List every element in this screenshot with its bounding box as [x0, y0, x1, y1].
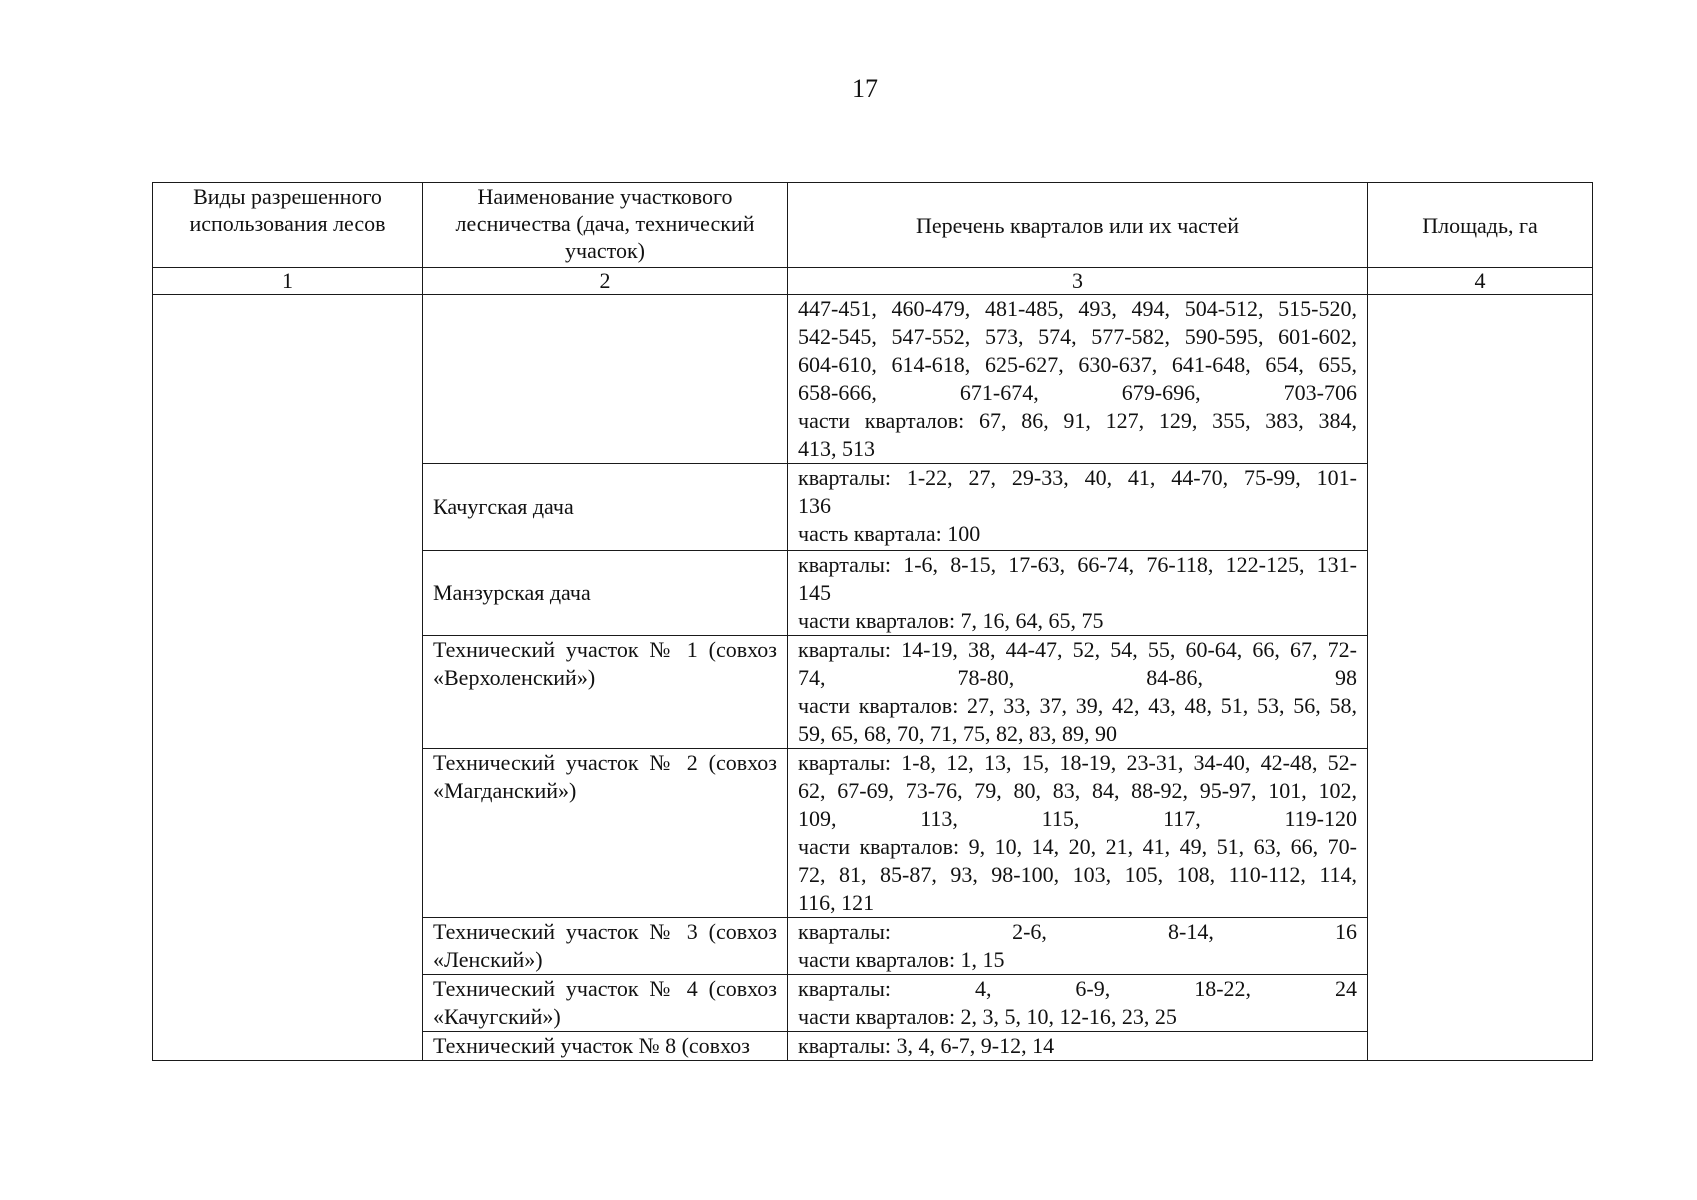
forestry-name-cell: Технический участок № 3 (совхоз «Ленский»)	[423, 918, 788, 975]
quarters-line: 62, 67-69, 73-76, 79, 80, 83, 84, 88-92, 95-97, 101, 102,	[798, 778, 1357, 803]
forestry-name-cell: Технический участок № 4 (совхоз «Качугский»)	[423, 975, 788, 1032]
quarters-line: кварталы: 1-6, 8-15, 17-63, 66-74, 76-118, 122-125, 131-	[798, 552, 1357, 577]
quarters-cell	[788, 749, 1368, 918]
header-forestry-name: Наименование участкового лесничества (дача, технический участок)	[423, 183, 788, 268]
quarters-line: части кварталов: 9, 10, 14, 20, 21, 41, 49, 51, 63, 66, 70-	[798, 834, 1357, 859]
table-header-row	[153, 183, 1593, 268]
column-number: 2	[423, 268, 788, 295]
header-quarters-list: Перечень кварталов или их частей	[788, 183, 1368, 268]
quarters-line: 109, 113, 115, 117, 119-120	[798, 806, 1357, 831]
area-cell	[1368, 295, 1593, 1061]
quarters-line: кварталы: 14-19, 38, 44-47, 52, 54, 55, 60-64, 66, 67, 72-	[798, 637, 1357, 662]
column-number: 3	[788, 268, 1368, 295]
column-number: 4	[1368, 268, 1593, 295]
quarters-line: кварталы: 2-6, 8-14, 16	[798, 919, 1357, 944]
quarters-line: кварталы: 3, 4, 6-7, 9-12, 14	[798, 1033, 1055, 1058]
quarters-line: 116, 121	[798, 890, 875, 915]
forestry-name-cell: Технический участок № 1 (совхоз «Верхоленский»)	[423, 636, 788, 749]
quarters-line: 136	[798, 493, 831, 518]
quarters-cell	[788, 551, 1368, 636]
quarters-line: части кварталов: 1, 15	[798, 947, 1005, 972]
forest-use-table	[152, 182, 1593, 1061]
quarters-line: 59, 65, 68, 70, 71, 75, 82, 83, 89, 90	[798, 721, 1117, 746]
quarters-line: 72, 81, 85-87, 93, 98-100, 103, 105, 108, 110-112, 114,	[798, 862, 1357, 887]
quarters-line: 74, 78-80, 84-86, 98	[798, 665, 1357, 690]
quarters-cell	[788, 636, 1368, 749]
table-row	[153, 295, 1593, 464]
quarters-line: 145	[798, 580, 831, 605]
quarters-line: части кварталов: 2, 3, 5, 10, 12-16, 23, 25	[798, 1004, 1177, 1029]
forestry-name-cell	[423, 295, 788, 464]
quarters-line: кварталы: 1-22, 27, 29-33, 40, 41, 44-70, 75-99, 101-	[798, 465, 1357, 490]
quarters-cell	[788, 1032, 1368, 1061]
header-area: Площадь, га	[1368, 183, 1593, 268]
quarters-line: кварталы: 1-8, 12, 13, 15, 18-19, 23-31, 34-40, 42-48, 52-	[798, 750, 1357, 775]
page-number: 17	[852, 74, 878, 103]
quarters-line: 658-666, 671-674, 679-696, 703-706	[798, 380, 1357, 405]
forestry-name-cell: Манзурская дача	[423, 551, 788, 636]
quarters-line: части кварталов: 7, 16, 64, 65, 75	[798, 608, 1104, 633]
quarters-cell	[788, 464, 1368, 551]
quarters-line: часть квартала: 100	[798, 521, 981, 546]
quarters-line: части кварталов: 27, 33, 37, 39, 42, 43, 48, 51, 53, 56, 58,	[798, 693, 1357, 718]
quarters-cell	[788, 918, 1368, 975]
forestry-name-cell: Технический участок № 2 (совхоз «Магданский»)	[423, 749, 788, 918]
quarters-cell	[788, 975, 1368, 1032]
use-type-cell	[153, 295, 423, 1061]
header-use-types: Виды разрешенного использования лесов	[153, 183, 423, 268]
forestry-name-cell: Технический участок № 8 (совхоз	[423, 1032, 788, 1061]
column-number: 1	[153, 268, 423, 295]
column-number-row	[153, 268, 1593, 295]
quarters-line: 604-610, 614-618, 625-627, 630-637, 641-648, 654, 655,	[798, 352, 1357, 377]
quarters-line: кварталы: 4, 6-9, 18-22, 24	[798, 976, 1357, 1001]
quarters-line: 447-451, 460-479, 481-485, 493, 494, 504-512, 515-520,	[798, 296, 1357, 321]
quarters-line: части кварталов: 67, 86, 91, 127, 129, 355, 383, 384,	[798, 408, 1357, 433]
quarters-line: 413, 513	[798, 436, 875, 461]
quarters-cell	[788, 295, 1368, 464]
quarters-line: 542-545, 547-552, 573, 574, 577-582, 590-595, 601-602,	[798, 324, 1357, 349]
forestry-name-cell: Качугская дача	[423, 464, 788, 551]
